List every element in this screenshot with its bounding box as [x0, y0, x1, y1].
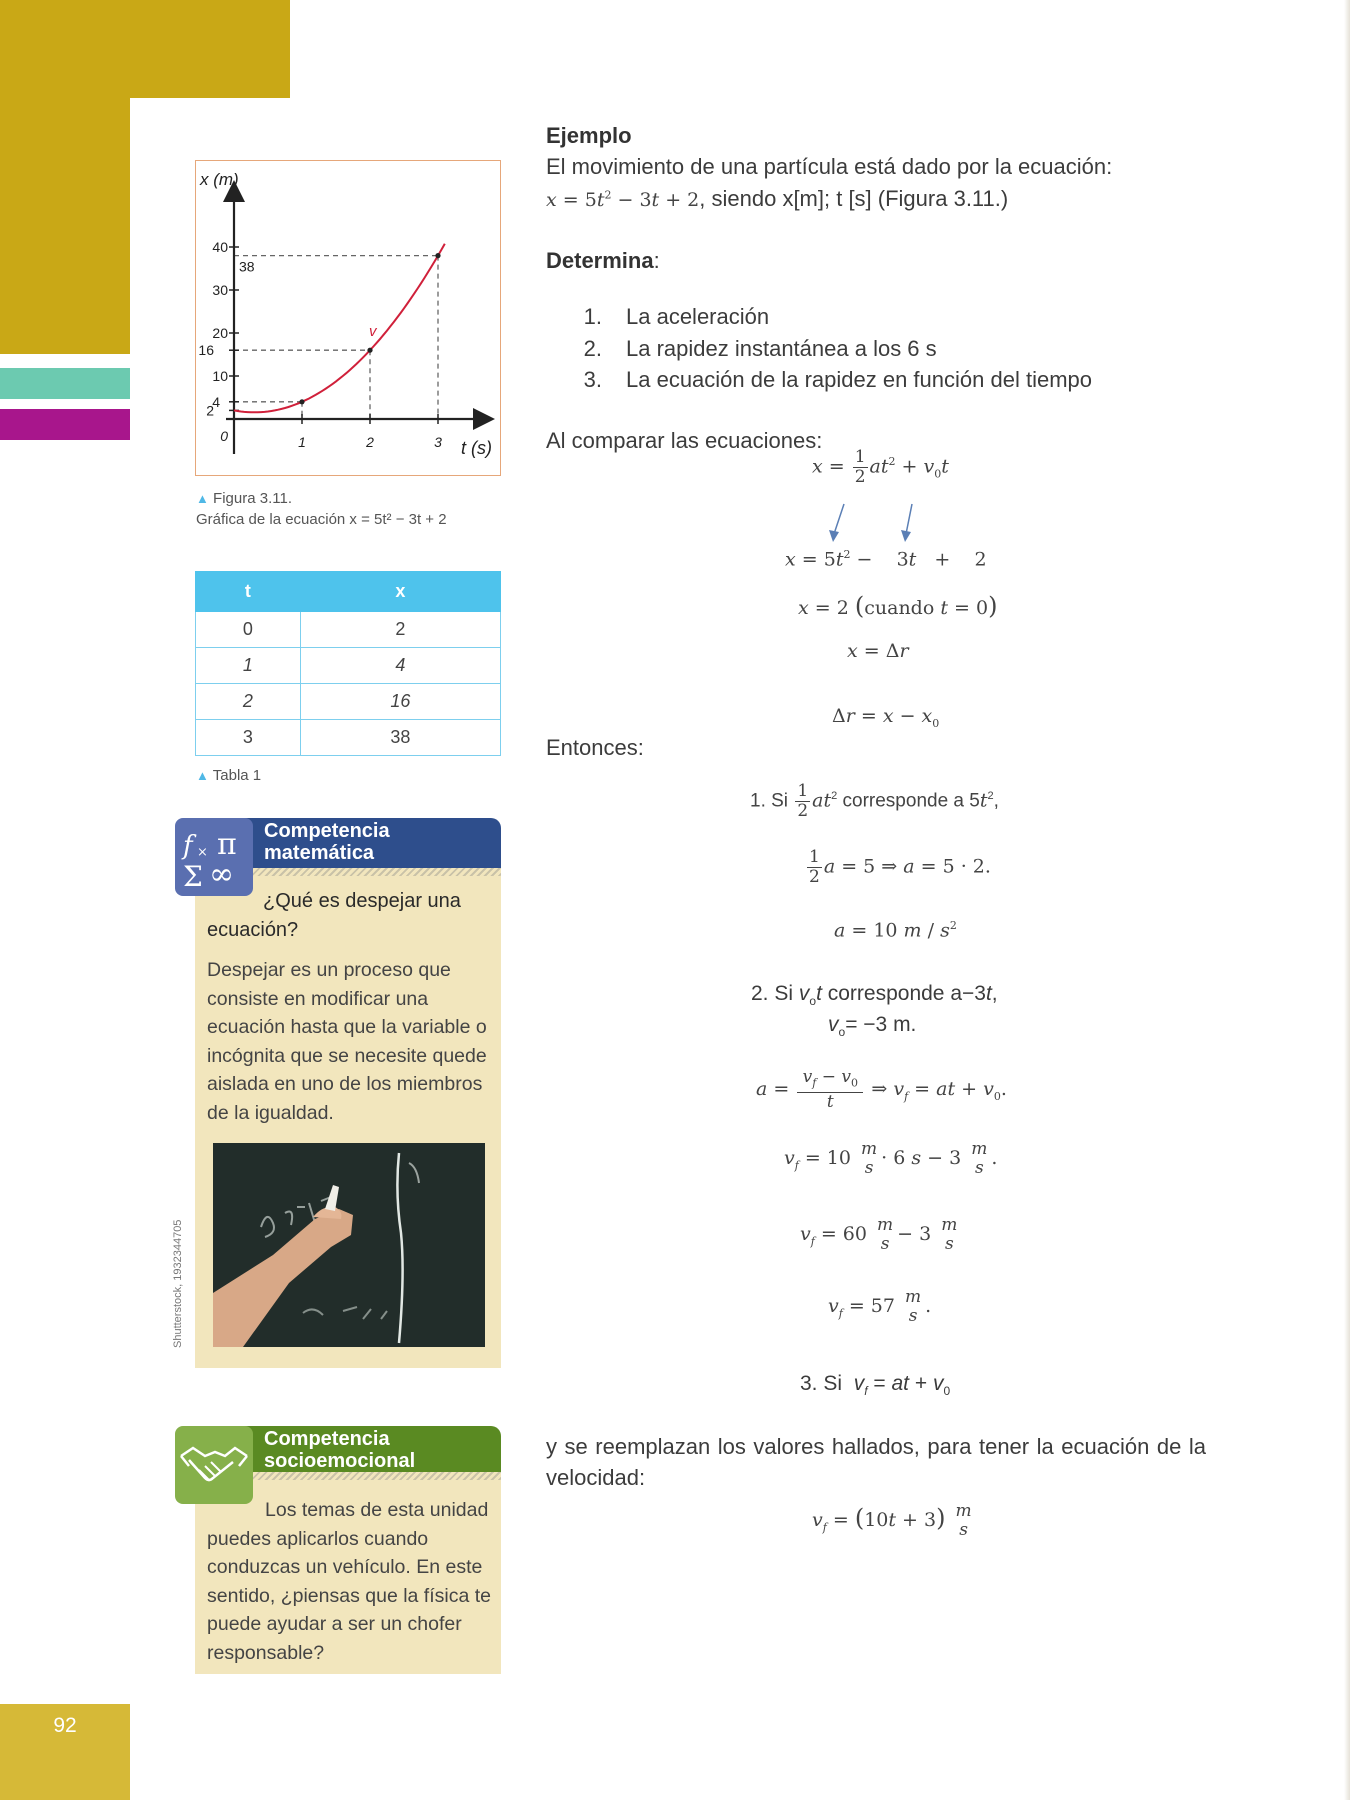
determina-colon: : — [653, 248, 660, 273]
list-text: La rapidez instantánea a los 6 s — [626, 335, 937, 361]
table-cell: 2 — [196, 684, 301, 720]
header-stripe — [251, 868, 501, 876]
table-cell: 38 — [300, 720, 500, 756]
x-tick-label: 3 — [434, 434, 442, 450]
competencia-question: ¿Qué es despejar una ecuación? — [207, 890, 461, 941]
table-cell: 16 — [300, 684, 500, 720]
table-cell: 1 — [196, 648, 301, 684]
title-line: Competencia — [264, 820, 390, 842]
list-number: 3. — [583, 367, 602, 392]
determina-heading — [546, 248, 660, 274]
figure-graph — [195, 160, 501, 476]
svg-text:π: π — [217, 827, 237, 862]
example-statement-suffix: , siendo x[m]; t [s] (Figura 3.11.) — [699, 186, 1009, 211]
step-2-partial: $v_f = 60$ m s − 3 m s — [800, 1215, 958, 1254]
compare-label: Al comparar las ecuaciones: — [546, 428, 823, 453]
x-axis-label: t (s) — [461, 438, 492, 458]
equation-initial: x = 2 (cuando t = 0) — [798, 592, 998, 620]
table-cell: 0 — [196, 612, 301, 648]
y-tick-label: 2 — [206, 402, 214, 419]
svg-text:∞: ∞ — [209, 857, 234, 892]
entonces-label: Entonces: — [546, 735, 644, 760]
step-2: 2. Si $v_ot$ corresponde a−3t, — [751, 982, 998, 1009]
decor-band-left — [0, 98, 130, 354]
data-point — [435, 253, 440, 258]
math-symbols-icon — [175, 818, 253, 896]
svg-text:Σ: Σ — [183, 860, 203, 893]
handshake-icon — [175, 1426, 253, 1504]
y-tick-label: 10 — [212, 368, 228, 384]
graph-svg — [196, 161, 499, 474]
competencia-body: Despejar es un proceso que consiste en modificar una ecuación hasta que la variable o incógnita que se necesite quede aislada en uno de los miembros de la igualdad. — [207, 959, 487, 1124]
table-cell: 2 — [300, 612, 500, 648]
data-table — [195, 571, 501, 756]
step-1-equation: $\frac{1}{2}$ a = 5 ⇒ a = 5 · 2. — [809, 847, 991, 887]
equation-displacement: x = Δr — [847, 640, 909, 662]
decor-band-top — [0, 0, 290, 98]
table-row — [196, 720, 501, 756]
step-2-result: $v_f = 57$ m s . — [828, 1287, 932, 1326]
comparison-arrows — [820, 500, 920, 544]
figure-caption-text: Gráfica de la ecuación x = 5t² − 3t + 2 — [196, 511, 447, 528]
table-row — [196, 684, 501, 720]
step-3: 3. Si $v_f$ = at + $v_0$ — [800, 1372, 951, 1399]
table-cell: 3 — [196, 720, 301, 756]
step-text: = −3 m. — [845, 1013, 917, 1036]
graph-guides — [234, 256, 438, 419]
list-text: La ecuación de la rapidez en función del tiempo — [626, 367, 1092, 392]
equation-delta: $\Delta r = x - x_0$ — [832, 705, 940, 730]
figure-caption-label: Figura 3.11. — [213, 490, 292, 507]
step-label: 1. Si — [750, 790, 789, 812]
x-tick-label: 2 — [366, 434, 374, 450]
list-text: La aceleración — [626, 304, 770, 329]
table-row — [196, 648, 501, 684]
figure-caption — [196, 488, 447, 530]
y-tick-label: 30 — [212, 282, 228, 298]
table-caption-text: Tabla 1 — [212, 767, 262, 784]
origin-label: 0 — [220, 428, 228, 444]
svg-text:f: f — [183, 831, 193, 861]
table-row — [196, 612, 501, 648]
step-text: corresponde a−3 — [827, 982, 986, 1005]
svg-text:×: × — [197, 845, 208, 860]
step-label: 2. Si — [751, 982, 794, 1005]
step-text: corresponde a 5 — [842, 790, 980, 812]
step-2-formula: a = $\frac{v_f - v_0}{t}$ ⇒ $v_f$ = at + $v_0$. — [756, 1067, 1007, 1113]
photo-credit: Shutterstock, 1932344705 — [172, 1219, 184, 1348]
title-line: matemática — [264, 842, 375, 864]
decor-band-teal — [0, 368, 130, 399]
y-axis-label: x (m) — [200, 170, 239, 189]
final-statement: y se reemplazan los valores hallados, para tener la ecuación de la velocidad: — [546, 1434, 1206, 1490]
equation-general: x = $\frac{1}{2}$ $at^2 + v_0t$ — [812, 447, 949, 487]
list-number: 1. — [583, 304, 602, 329]
step-1-result: a = 10 m / $s^2$ — [834, 919, 957, 942]
step-label: 3. Si — [800, 1372, 843, 1395]
table-header-t: t — [196, 572, 301, 612]
list-item — [546, 304, 1092, 336]
table-caption — [196, 767, 261, 784]
triangle-icon: ▲ — [196, 491, 209, 506]
chalkboard-photo — [213, 1143, 485, 1347]
decor-band-magenta — [0, 409, 130, 440]
equation: $x = 5t^2 - 3t + 2$ — [546, 188, 700, 211]
example-statement: El movimiento de una partícula está dado por la ecuación: — [546, 154, 1113, 179]
title-line: Competencia — [264, 1428, 390, 1450]
page-number: 92 — [53, 1714, 77, 1737]
competencia-body: Los temas de esta unidad puedes aplicarlos cuando conduzcas un vehículo. En este sentido, ¿piensas que la física te puede ayudar a ser un chofer responsable? — [207, 1499, 491, 1664]
data-point — [299, 399, 304, 404]
list-item — [546, 367, 1092, 399]
curve-label: v — [369, 323, 377, 340]
point-value-label: 38 — [239, 258, 255, 275]
x-tick-label: 1 — [298, 434, 306, 450]
step-2-v0: $v_o= -3$ m. — [828, 1013, 917, 1040]
example-title: Ejemplo — [546, 123, 632, 148]
y-tick-label: 16 — [198, 342, 214, 359]
final-equation: $v_f = (10t + 3)$ m s — [812, 1501, 972, 1540]
triangle-icon: ▲ — [196, 768, 209, 783]
data-point — [367, 348, 372, 353]
table-cell: 4 — [300, 648, 500, 684]
step-2-substitution: $v_f = 10$ m s · 6 s − 3 m s . — [784, 1139, 998, 1178]
y-tick-label: 40 — [212, 239, 228, 255]
step-1: 1. Si $\frac{1}{2}$ $at^2$ corresponde a $5t^2$, — [750, 781, 999, 821]
header-stripe — [251, 1472, 501, 1480]
task-list — [546, 304, 1092, 399]
list-number: 2. — [583, 335, 602, 361]
y-tick-label: 20 — [212, 325, 228, 341]
equation-specific: $x = 5t^2$ − 3t + 2 — [785, 548, 987, 571]
y-tick-label: 4 — [212, 393, 220, 410]
page-edge — [1344, 0, 1350, 1800]
curve-line — [234, 244, 445, 412]
competencia-socioemocional-title — [264, 1428, 415, 1472]
competencia-matematica-title — [264, 820, 390, 864]
list-item — [546, 336, 1092, 368]
example-equation-line — [546, 186, 1008, 212]
determina-bold: Determina — [546, 248, 654, 273]
title-line: socioemocional — [264, 1450, 416, 1472]
table-header-x: x — [300, 572, 500, 612]
